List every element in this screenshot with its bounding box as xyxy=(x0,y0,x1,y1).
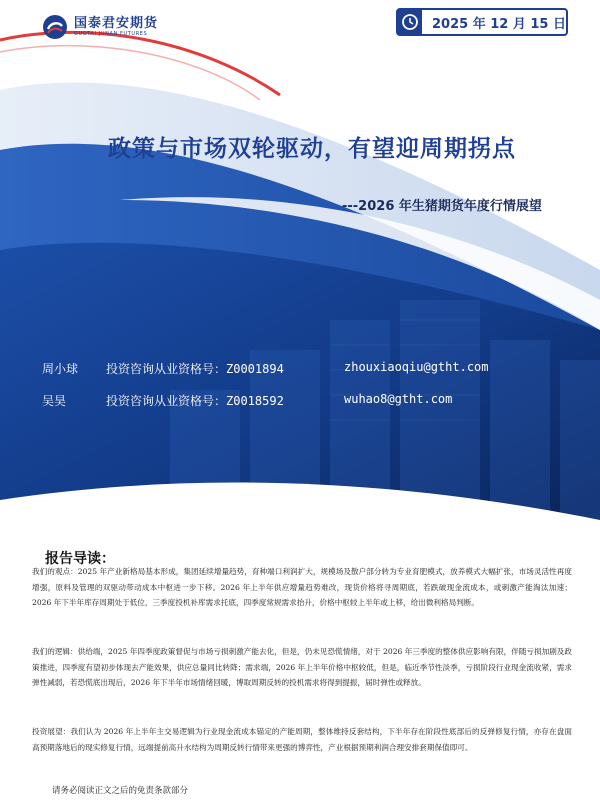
company-logo xyxy=(42,14,158,40)
disclaimer-note: 请务必阅读正文之后的免责条款部分 xyxy=(52,786,189,796)
author-cert: 投资咨询从业资格号：Z0001894 xyxy=(106,362,284,376)
summary-paragraph-outlook: 投资展望：我们认为 2026 年上半年主交易逻辑为行业现金流成本锚定的产能周期，整体维持反套结构，下半年存在阶段性底部后的反弹修复行情，亦存在盘面高预期落地后的现实修复行情，远端提前高升水结构为周期反转行情带来更强的博弈性，产业根据预期利润合理安排套期保值即可。 xyxy=(32,727,572,752)
author-email-link[interactable]: zhouxiaoqiu@gtht.com xyxy=(344,360,489,374)
author-cert: 投资咨询从业资格号：Z0018592 xyxy=(106,394,284,408)
clock-icon xyxy=(398,10,422,34)
summary-heading: 报告导读： xyxy=(45,551,115,567)
report-date-box xyxy=(396,8,568,36)
author-name: 吴昊 xyxy=(42,394,67,408)
summary-paragraph-logic: 我们的逻辑：供给端，2025 年四季度政策督促与市场亏损刺激产能去化，但是，仍未见恐慌情绪，对于 2026 年三季度的整体供应影响有限，伴随亏损加剧及政策推进，四季度有望初步体现去产能效果，供应总量同比转降；需求端，2026 年上半年价格中枢较低，但是，临近季节性淡季，亏损阶段行业现金流收紧，需求弹性减弱，若恐慌底出现后，2026 年下半年市场情绪回暖，博取周期反转的投机需求将得到提振，届时弹性或释放。 xyxy=(32,647,572,688)
logo-name-cn: 国泰君安期货 xyxy=(74,16,159,31)
report-title: 政策与市场双轮驱动，有望迎周期拐点 xyxy=(108,136,516,162)
summary-paragraph-view: 我们的观点：2025 年产业新格局基本形成，集团延续增量趋势，育种端口利润扩大，规模场及散户部分转为专业育肥模式，放养模式大幅扩张，市场灵活性再度增强，原料及管理的双驱动带动成本中枢进一步下移。2026 年上半年供应增量趋势难改，现货价格将寻周期底，若跌破现金流成本，或刺激产能淘汰加速；2026 年下半年库存周期处于低位，三季度投机补库需求托底，四季度常规需求抬升，价格中枢较上半年或上移，给出微利格局判断。 xyxy=(32,567,572,608)
author-name: 周小球 xyxy=(42,362,79,376)
logo-emblem-icon xyxy=(42,14,68,40)
author-email-link[interactable]: wuhao8@gtht.com xyxy=(344,392,453,406)
report-date: 2025 年 12 月 15 日 xyxy=(432,16,566,32)
logo-name-en: GUOTAI JUNAN FUTURES xyxy=(74,31,148,37)
report-subtitle: ---2026 年生猪期货年度行情展望 xyxy=(342,199,542,214)
